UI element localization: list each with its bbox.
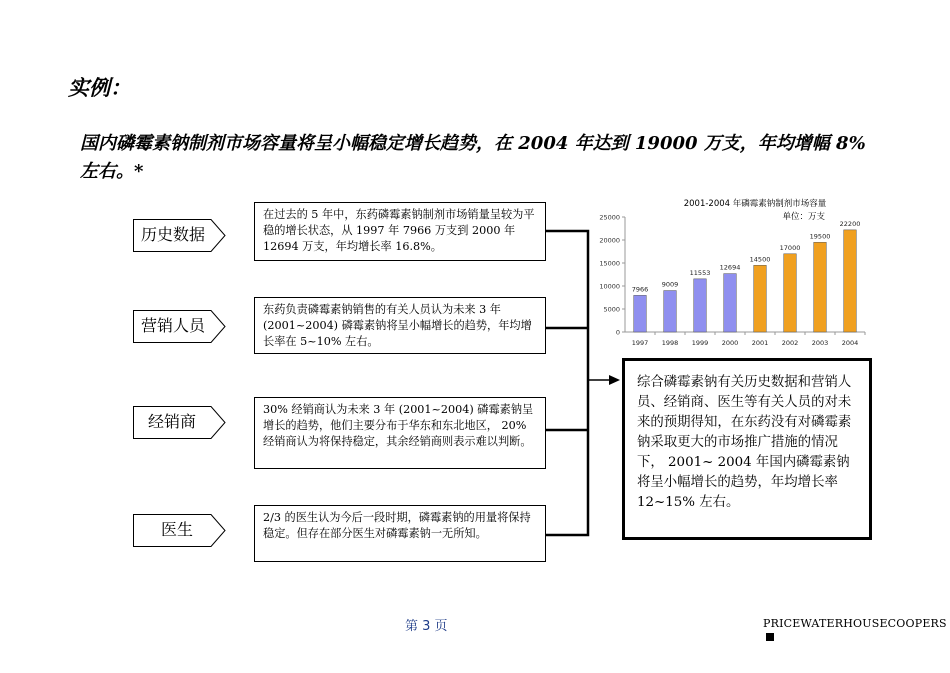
chart-bar — [754, 265, 767, 332]
chart-data-label: 11553 — [689, 268, 711, 277]
chart-x-tick-label: 2000 — [721, 339, 739, 347]
logo-square-icon — [766, 633, 774, 641]
historical-data-box: 在过去的 5 年中，东药磷霉素钠制剂市场销量呈较为平稳的增长状态，从 1997 年 7966 万支到 2000 年 12694 万支，年均增长率 16.8%。 — [254, 202, 546, 261]
chart-data-label: 9009 — [661, 280, 679, 289]
chart-y-tick-label: 25000 — [599, 213, 620, 222]
sales-staff-box: 东药负责磷霉素钠销售的有关人员认为未来 3 年 (2001~2004) 磷霉素钠将呈小幅增长的趋势，年均增长率在 5~10% 左右。 — [254, 297, 546, 354]
tag-label: 经销商 — [147, 412, 196, 431]
chart-x-tick-label: 1999 — [691, 339, 709, 347]
chart-bar — [694, 279, 707, 332]
chart-data-label: 19500 — [809, 232, 831, 241]
connector-arrowhead — [609, 375, 620, 385]
tag-label: 历史数据 — [140, 225, 205, 244]
doctors-box: 2/3 的医生认为今后一段时期，磷霉素钠的用量将保持稳定。但存在部分医生对磷霉素钠一无所知。 — [254, 505, 546, 562]
chart-bar — [844, 230, 857, 332]
chart-unit-label: 单位：万支 — [782, 212, 825, 222]
heading: 实例： — [68, 75, 131, 100]
chart-y-tick-label: 10000 — [599, 282, 620, 291]
chart-x-tick-label: 1998 — [661, 339, 679, 347]
logo-text: PRICEWATERHOUSECOOPERS — [763, 617, 947, 630]
company-logo — [763, 617, 950, 643]
page-number: 第 3 页 — [405, 619, 448, 634]
chart-bar — [664, 291, 677, 332]
chart-y-tick-label: 0 — [615, 328, 620, 337]
distributors-box: 30% 经销商认为未来 3 年 (2001~2004) 磷霉素钠呈增长的趋势，他们主要分布于华东和东北地区， 20% 经销商认为将保持稳定，其余经销商则表示难以判断。 — [254, 397, 546, 469]
chart-x-tick-label: 2003 — [811, 339, 829, 347]
market-capacity-chart — [595, 195, 875, 355]
chart-data-label: 7966 — [631, 285, 649, 294]
connector-bracket — [546, 231, 588, 535]
summary-box: 综合磷霉素钠有关历史数据和营销人员、经销商、医生等有关人员的对未来的预期得知，在东药没有对磷霉素钠采取更大的市场推广措施的情况下， 2001~ 2004 年国内磷霉素钠将呈小幅增长的趋势，年均增长率 12~15% 左右。 — [622, 358, 872, 540]
chart-data-label: 17000 — [779, 243, 801, 252]
chart-x-tick-label: 2001 — [751, 339, 769, 347]
chart-bar — [634, 295, 647, 332]
chart-bar — [784, 254, 797, 332]
chart-y-tick-label: 20000 — [599, 236, 620, 245]
tag-label: 医生 — [160, 520, 193, 539]
chart-y-tick-label: 15000 — [599, 259, 620, 268]
tag-label: 营销人员 — [140, 316, 205, 335]
chart-data-label: 14500 — [749, 255, 771, 264]
chart-x-tick-label: 2004 — [841, 339, 859, 347]
chart-x-tick-label: 1997 — [631, 339, 649, 347]
chart-data-label: 12694 — [719, 263, 741, 272]
headline: 国内磷霉素钠制剂市场容量将呈小幅稳定增长趋势，在 2004 年达到 19000 万支，年均增幅 8% 左右。* — [80, 133, 866, 182]
chart-bar — [724, 274, 737, 332]
chart-y-tick-label: 5000 — [603, 305, 620, 314]
chart-data-label: 22200 — [839, 219, 861, 228]
chart-title: 2001-2004 年磷霉素钠制剂市场容量 — [683, 199, 827, 209]
chart-bars — [632, 220, 861, 347]
chart-bar — [814, 242, 827, 332]
chart-x-tick-label: 2002 — [781, 339, 799, 347]
